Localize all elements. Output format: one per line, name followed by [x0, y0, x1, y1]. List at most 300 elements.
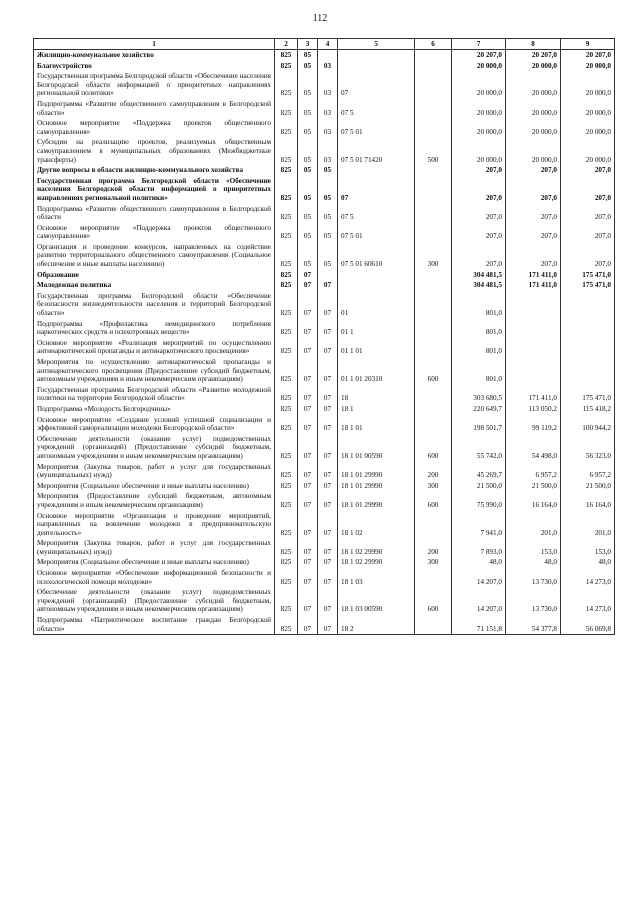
- amount-col9-cell: [561, 291, 615, 319]
- amount-col9-cell: [561, 357, 615, 385]
- table-row: [34, 270, 615, 281]
- section-code-cell: 07: [298, 434, 318, 462]
- amount-col7-cell: 20 000,0: [452, 137, 506, 165]
- expense-type-cell: 500: [415, 137, 452, 165]
- ministry-code-cell: 825: [275, 176, 298, 204]
- amount-col8-cell: 20 000,0: [506, 118, 561, 137]
- section-code-cell: 07: [298, 385, 318, 404]
- amount-col8-cell: [506, 291, 561, 319]
- subsection-code-cell: 07: [318, 538, 338, 557]
- subsection-code-cell: 07: [318, 568, 338, 587]
- amount-col9-cell: 175 471,0: [561, 270, 615, 281]
- amount-col9-cell: 207,0: [561, 165, 615, 176]
- ministry-code-cell: 825: [275, 434, 298, 462]
- target-article-cell: [338, 50, 415, 61]
- amount-col9-cell: 20 000,0: [561, 61, 615, 72]
- table-row: [34, 319, 615, 338]
- amount-col9-cell: 153,0: [561, 538, 615, 557]
- row-name-cell: Государственная программа Белгородской области «Обеспечение населения Белгородской области информацией о приоритетных направлениях региональной политики»: [34, 176, 275, 204]
- expense-type-cell: 300: [415, 242, 452, 270]
- amount-col9-cell: [561, 338, 615, 357]
- amount-col8-cell: 20 000,0: [506, 71, 561, 99]
- amount-col7-cell: 20 207,0: [452, 50, 506, 61]
- column-header: 9: [561, 39, 615, 50]
- amount-col9-cell: 207,0: [561, 242, 615, 270]
- ministry-code-cell: 825: [275, 165, 298, 176]
- target-article-cell: 18 1 01 29990: [338, 481, 415, 492]
- amount-col8-cell: 54 498,0: [506, 434, 561, 462]
- amount-col7-cell: 20 000,0: [452, 71, 506, 99]
- section-code-cell: 07: [298, 511, 318, 539]
- subsection-code-cell: 05: [318, 242, 338, 270]
- amount-col9-cell: 20 000,0: [561, 137, 615, 165]
- amount-col7-cell: 303 680,5: [452, 385, 506, 404]
- target-article-cell: 01 1: [338, 319, 415, 338]
- ministry-code-cell: 825: [275, 538, 298, 557]
- amount-col8-cell: 201,0: [506, 511, 561, 539]
- table-row: [34, 557, 615, 568]
- table-row: [34, 176, 615, 204]
- subsection-code-cell: 07: [318, 434, 338, 462]
- amount-col8-cell: 54 377,8: [506, 615, 561, 635]
- subsection-code-cell: 03: [318, 61, 338, 72]
- amount-col7-cell: 71 151,8: [452, 615, 506, 635]
- expense-type-cell: [415, 176, 452, 204]
- amount-col8-cell: 207,0: [506, 165, 561, 176]
- amount-col9-cell: 115 418,2: [561, 404, 615, 415]
- table-row: [34, 538, 615, 557]
- row-name-cell: Государственная программа Белгородской области «Обеспечение населения Белгородской области информацией о приоритетных направлениях региональной политики»: [34, 71, 275, 99]
- table-row: [34, 242, 615, 270]
- amount-col7-cell: 7 941,0: [452, 511, 506, 539]
- table-row: [34, 615, 615, 635]
- table-row: [34, 223, 615, 242]
- expense-type-cell: [415, 270, 452, 281]
- expense-type-cell: 600: [415, 491, 452, 510]
- amount-col8-cell: 207,0: [506, 223, 561, 242]
- subsection-code-cell: 07: [318, 280, 338, 291]
- amount-col8-cell: [506, 338, 561, 357]
- expense-type-cell: [415, 99, 452, 118]
- row-name-cell: Подпрограмма «Развитие общественного самоуправления в Белгородской области: [34, 204, 275, 223]
- expense-type-cell: [415, 319, 452, 338]
- table-row: [34, 415, 615, 434]
- ministry-code-cell: 825: [275, 71, 298, 99]
- ministry-code-cell: 825: [275, 404, 298, 415]
- section-code-cell: 07: [298, 319, 318, 338]
- column-header: 7: [452, 39, 506, 50]
- row-name-cell: Благоустройство: [34, 61, 275, 72]
- subsection-code-cell: 07: [318, 385, 338, 404]
- column-header: 6: [415, 39, 452, 50]
- subsection-code-cell: 07: [318, 511, 338, 539]
- ministry-code-cell: 825: [275, 338, 298, 357]
- subsection-code-cell: 07: [318, 462, 338, 481]
- target-article-cell: 07 5 01: [338, 118, 415, 137]
- target-article-cell: [338, 61, 415, 72]
- target-article-cell: 07 5: [338, 204, 415, 223]
- section-code-cell: 05: [298, 71, 318, 99]
- ministry-code-cell: 825: [275, 568, 298, 587]
- expense-type-cell: 600: [415, 357, 452, 385]
- subsection-code-cell: 07: [318, 481, 338, 492]
- amount-col9-cell: 21 500,0: [561, 481, 615, 492]
- amount-col7-cell: 55 742,0: [452, 434, 506, 462]
- row-name-cell: Мероприятия (Закупка товаров, работ и услуг для государственных (муниципальных) нужд): [34, 538, 275, 557]
- table-row: [34, 511, 615, 539]
- expense-type-cell: 600: [415, 587, 452, 615]
- amount-col8-cell: 20 000,0: [506, 61, 561, 72]
- table-row: [34, 137, 615, 165]
- page-number: 112: [312, 13, 328, 24]
- amount-col7-cell: 14 207,0: [452, 568, 506, 587]
- column-header: 3: [298, 39, 318, 50]
- ministry-code-cell: 825: [275, 99, 298, 118]
- table-row: [34, 61, 615, 72]
- amount-col8-cell: 207,0: [506, 204, 561, 223]
- subsection-code-cell: 07: [318, 615, 338, 635]
- amount-col9-cell: 48,0: [561, 557, 615, 568]
- row-name-cell: Основное мероприятие «Реализация мероприятий по осуществлению антинаркотической пропаганды и антинаркотического просвещения»: [34, 338, 275, 357]
- ministry-code-cell: 825: [275, 481, 298, 492]
- row-name-cell: Обеспечение деятельности (оказание услуг) подведомственных учреждений (организаций) (Предоставление субсидий бюджетным, автономным учреждениям и иным некоммерческим организациям): [34, 587, 275, 615]
- target-article-cell: 18 1 01 29990: [338, 462, 415, 481]
- table-header-row: [34, 39, 615, 50]
- amount-col9-cell: [561, 319, 615, 338]
- amount-col9-cell: 56 069,8: [561, 615, 615, 635]
- target-article-cell: 18 1 01 00590: [338, 434, 415, 462]
- row-name-cell: Основное мероприятие «Организация и проведение мероприятий, направленных на вовлечение молодежи в предпринимательскую деятельность»: [34, 511, 275, 539]
- amount-col7-cell: 207,0: [452, 176, 506, 204]
- amount-col7-cell: 207,0: [452, 242, 506, 270]
- section-code-cell: 07: [298, 568, 318, 587]
- expense-type-cell: [415, 415, 452, 434]
- table-row: [34, 491, 615, 510]
- amount-col7-cell: 45 269,7: [452, 462, 506, 481]
- expense-type-cell: [415, 61, 452, 72]
- amount-col7-cell: 801,0: [452, 291, 506, 319]
- column-header: 2: [275, 39, 298, 50]
- section-code-cell: 07: [298, 404, 318, 415]
- row-name-cell: Государственная программа Белгородской области «Обеспечение безопасности жизнедеятельности населения и территорий Белгородской области»: [34, 291, 275, 319]
- amount-col7-cell: 21 500,0: [452, 481, 506, 492]
- amount-col9-cell: 20 000,0: [561, 99, 615, 118]
- expense-type-cell: 200: [415, 538, 452, 557]
- ministry-code-cell: 825: [275, 50, 298, 61]
- section-code-cell: 05: [298, 99, 318, 118]
- amount-col7-cell: 801,0: [452, 319, 506, 338]
- row-name-cell: Подпрограмма «Профилактика немедицинского потребления наркотических средств и психотропных веществ»: [34, 319, 275, 338]
- ministry-code-cell: 825: [275, 137, 298, 165]
- target-article-cell: 01 1 01: [338, 338, 415, 357]
- target-article-cell: 07 5 01 71420: [338, 137, 415, 165]
- section-code-cell: 05: [298, 165, 318, 176]
- subsection-code-cell: 07: [318, 491, 338, 510]
- ministry-code-cell: 825: [275, 242, 298, 270]
- expense-type-cell: 200: [415, 462, 452, 481]
- subsection-code-cell: 03: [318, 71, 338, 99]
- ministry-code-cell: 825: [275, 511, 298, 539]
- amount-col9-cell: 16 164,0: [561, 491, 615, 510]
- target-article-cell: 18: [338, 385, 415, 404]
- table-row: [34, 587, 615, 615]
- expense-type-cell: [415, 385, 452, 404]
- ministry-code-cell: 825: [275, 270, 298, 281]
- table-row: [34, 357, 615, 385]
- amount-col7-cell: 75 990,0: [452, 491, 506, 510]
- budget-table: [33, 38, 615, 635]
- amount-col7-cell: 801,0: [452, 357, 506, 385]
- subsection-code-cell: 05: [318, 165, 338, 176]
- amount-col7-cell: 207,0: [452, 165, 506, 176]
- target-article-cell: 07 5 01: [338, 223, 415, 242]
- amount-col7-cell: 220 649,7: [452, 404, 506, 415]
- subsection-code-cell: [318, 270, 338, 281]
- subsection-code-cell: 07: [318, 338, 338, 357]
- expense-type-cell: [415, 280, 452, 291]
- target-article-cell: 18 1 01 29990: [338, 491, 415, 510]
- table-row: [34, 568, 615, 587]
- amount-col7-cell: 801,0: [452, 338, 506, 357]
- section-code-cell: 07: [298, 462, 318, 481]
- expense-type-cell: [415, 291, 452, 319]
- subsection-code-cell: 07: [318, 357, 338, 385]
- amount-col9-cell: 20 000,0: [561, 71, 615, 99]
- expense-type-cell: [415, 71, 452, 99]
- table-row: [34, 280, 615, 291]
- target-article-cell: 18 1: [338, 404, 415, 415]
- table-row: [34, 99, 615, 118]
- amount-col8-cell: 21 500,0: [506, 481, 561, 492]
- row-name-cell: Подпрограмма «Молодость Белгородчины»: [34, 404, 275, 415]
- amount-col7-cell: 207,0: [452, 204, 506, 223]
- table-row: [34, 165, 615, 176]
- section-code-cell: 05: [298, 204, 318, 223]
- table-row: [34, 481, 615, 492]
- expense-type-cell: [415, 511, 452, 539]
- ministry-code-cell: 825: [275, 280, 298, 291]
- ministry-code-cell: 825: [275, 615, 298, 635]
- section-code-cell: 07: [298, 615, 318, 635]
- amount-col8-cell: 13 730,0: [506, 568, 561, 587]
- section-code-cell: 07: [298, 557, 318, 568]
- row-name-cell: Мероприятия (Предоставление субсидий бюджетным, автономным учреждениям и иным некоммерческим организациям): [34, 491, 275, 510]
- section-code-cell: 05: [298, 61, 318, 72]
- subsection-code-cell: 07: [318, 404, 338, 415]
- target-article-cell: 18 1 03: [338, 568, 415, 587]
- ministry-code-cell: 825: [275, 385, 298, 404]
- ministry-code-cell: 825: [275, 587, 298, 615]
- section-code-cell: 07: [298, 481, 318, 492]
- target-article-cell: [338, 280, 415, 291]
- amount-col8-cell: 48,0: [506, 557, 561, 568]
- subsection-code-cell: 05: [318, 204, 338, 223]
- expense-type-cell: 300: [415, 481, 452, 492]
- expense-type-cell: [415, 50, 452, 61]
- row-name-cell: Мероприятия по осуществлению антинаркотической пропаганды и антинаркотического просвещения (Предоставление субсидий бюджетным, автономным учреждениям и иным некоммерческим организациям): [34, 357, 275, 385]
- expense-type-cell: [415, 615, 452, 635]
- target-article-cell: 01 1 01 20310: [338, 357, 415, 385]
- column-header: 1: [34, 39, 275, 50]
- target-article-cell: 07 5 01 60610: [338, 242, 415, 270]
- row-name-cell: Основное мероприятие «Создание условий успешной социализации и эффективной самореализации молодежи Белгородской области»: [34, 415, 275, 434]
- amount-col8-cell: 16 164,0: [506, 491, 561, 510]
- row-name-cell: Основное мероприятие «Поддержка проектов общественного самоуправления»: [34, 223, 275, 242]
- amount-col8-cell: 13 730,0: [506, 587, 561, 615]
- expense-type-cell: [415, 568, 452, 587]
- table-row: [34, 204, 615, 223]
- table-row: [34, 118, 615, 137]
- ministry-code-cell: 825: [275, 204, 298, 223]
- row-name-cell: Основное мероприятие «Поддержка проектов общественного самоуправления»: [34, 118, 275, 137]
- section-code-cell: 07: [298, 270, 318, 281]
- target-article-cell: 18 1 02 29990: [338, 557, 415, 568]
- amount-col7-cell: 198 501,7: [452, 415, 506, 434]
- section-code-cell: 07: [298, 280, 318, 291]
- section-code-cell: 05: [298, 176, 318, 204]
- target-article-cell: 07: [338, 176, 415, 204]
- amount-col9-cell: 56 323,0: [561, 434, 615, 462]
- subsection-code-cell: 07: [318, 319, 338, 338]
- amount-col7-cell: 20 000,0: [452, 99, 506, 118]
- row-name-cell: Обеспечение деятельности (оказание услуг) подведомственных учреждений (организаций) (Предоставление субсидий бюджетным, автономным учреждениям и иным некоммерческим организациям): [34, 434, 275, 462]
- column-header: 4: [318, 39, 338, 50]
- section-code-cell: 07: [298, 291, 318, 319]
- amount-col9-cell: 175 471,0: [561, 280, 615, 291]
- expense-type-cell: [415, 338, 452, 357]
- target-article-cell: 18 1 03 00590: [338, 587, 415, 615]
- section-code-cell: 07: [298, 338, 318, 357]
- target-article-cell: 01: [338, 291, 415, 319]
- table-row: [34, 71, 615, 99]
- subsection-code-cell: 07: [318, 587, 338, 615]
- row-name-cell: Основное мероприятие «Обеспечение информационной безопасности и психологической помощи молодежи»: [34, 568, 275, 587]
- subsection-code-cell: 07: [318, 415, 338, 434]
- amount-col9-cell: 207,0: [561, 204, 615, 223]
- table-body: [34, 50, 615, 635]
- amount-col7-cell: 14 207,0: [452, 587, 506, 615]
- target-article-cell: 18 1 01: [338, 415, 415, 434]
- row-name-cell: Другие вопросы в области жилищно-коммунального хозяйства: [34, 165, 275, 176]
- amount-col8-cell: 207,0: [506, 176, 561, 204]
- section-code-cell: 05: [298, 137, 318, 165]
- amount-col8-cell: 171 411,0: [506, 270, 561, 281]
- amount-col7-cell: 7 893,0: [452, 538, 506, 557]
- amount-col8-cell: 171 411,0: [506, 280, 561, 291]
- target-article-cell: 18 1 02: [338, 511, 415, 539]
- expense-type-cell: [415, 165, 452, 176]
- amount-col8-cell: 171 411,0: [506, 385, 561, 404]
- table-row: [34, 338, 615, 357]
- target-article-cell: [338, 165, 415, 176]
- table-row: [34, 434, 615, 462]
- amount-col9-cell: 100 944,2: [561, 415, 615, 434]
- amount-col9-cell: 14 273,0: [561, 587, 615, 615]
- subsection-code-cell: 03: [318, 118, 338, 137]
- table-row: [34, 462, 615, 481]
- row-name-cell: Субсидии на реализацию проектов, реализуемых общественным самоуправлением в муниципальных образованиях (Межбюджетные трансферты): [34, 137, 275, 165]
- row-name-cell: Молодежная политика: [34, 280, 275, 291]
- target-article-cell: 07: [338, 71, 415, 99]
- target-article-cell: 18 1 02 29990: [338, 538, 415, 557]
- section-code-cell: 05: [298, 50, 318, 61]
- section-code-cell: 07: [298, 538, 318, 557]
- amount-col9-cell: 201,0: [561, 511, 615, 539]
- amount-col9-cell: 20 000,0: [561, 118, 615, 137]
- amount-col9-cell: 6 957,2: [561, 462, 615, 481]
- subsection-code-cell: 07: [318, 557, 338, 568]
- subsection-code-cell: [318, 50, 338, 61]
- expense-type-cell: [415, 223, 452, 242]
- column-header: 5: [338, 39, 415, 50]
- amount-col8-cell: [506, 357, 561, 385]
- amount-col9-cell: 14 273,0: [561, 568, 615, 587]
- row-name-cell: Подпрограмма «Развитие общественного самоуправления в Белгородской области»: [34, 99, 275, 118]
- row-name-cell: Мероприятия (Социальное обеспечение и иные выплаты населению): [34, 557, 275, 568]
- ministry-code-cell: 825: [275, 491, 298, 510]
- ministry-code-cell: 825: [275, 223, 298, 242]
- row-name-cell: Государственная программа Белгородской области «Развитие молодежной политики на территории Белгородской области»: [34, 385, 275, 404]
- amount-col9-cell: 20 207,0: [561, 50, 615, 61]
- target-article-cell: 18 2: [338, 615, 415, 635]
- amount-col7-cell: 304 481,5: [452, 270, 506, 281]
- expense-type-cell: [415, 204, 452, 223]
- amount-col7-cell: 207,0: [452, 223, 506, 242]
- ministry-code-cell: 825: [275, 557, 298, 568]
- subsection-code-cell: 03: [318, 99, 338, 118]
- table-row: [34, 404, 615, 415]
- amount-col9-cell: 207,0: [561, 176, 615, 204]
- target-article-cell: 07 5: [338, 99, 415, 118]
- expense-type-cell: [415, 118, 452, 137]
- amount-col7-cell: 304 481,5: [452, 280, 506, 291]
- subsection-code-cell: 05: [318, 223, 338, 242]
- table-row: [34, 291, 615, 319]
- row-name-cell: Подпрограмма «Патриотическое воспитание граждан Белгородской области»: [34, 615, 275, 635]
- ministry-code-cell: 825: [275, 462, 298, 481]
- subsection-code-cell: 07: [318, 291, 338, 319]
- section-code-cell: 07: [298, 415, 318, 434]
- ministry-code-cell: 825: [275, 61, 298, 72]
- amount-col8-cell: 20 000,0: [506, 99, 561, 118]
- amount-col8-cell: 20 207,0: [506, 50, 561, 61]
- row-name-cell: Жилищно-коммунальное хозяйство: [34, 50, 275, 61]
- table-row: [34, 50, 615, 61]
- row-name-cell: Мероприятия (Социальное обеспечение и иные выплаты населению): [34, 481, 275, 492]
- amount-col7-cell: 48,0: [452, 557, 506, 568]
- row-name-cell: Образование: [34, 270, 275, 281]
- amount-col7-cell: 20 000,0: [452, 61, 506, 72]
- ministry-code-cell: 825: [275, 118, 298, 137]
- section-code-cell: 05: [298, 223, 318, 242]
- section-code-cell: 07: [298, 587, 318, 615]
- ministry-code-cell: 825: [275, 291, 298, 319]
- amount-col9-cell: 207,0: [561, 223, 615, 242]
- section-code-cell: 07: [298, 357, 318, 385]
- amount-col8-cell: 6 957,2: [506, 462, 561, 481]
- expense-type-cell: 600: [415, 434, 452, 462]
- section-code-cell: 07: [298, 491, 318, 510]
- row-name-cell: Мероприятия (Закупка товаров, работ и услуг для государственных (муниципальных) нужд): [34, 462, 275, 481]
- target-article-cell: [338, 270, 415, 281]
- expense-type-cell: 300: [415, 557, 452, 568]
- ministry-code-cell: 825: [275, 319, 298, 338]
- amount-col8-cell: 153,0: [506, 538, 561, 557]
- column-header: 8: [506, 39, 561, 50]
- subsection-code-cell: 03: [318, 137, 338, 165]
- amount-col8-cell: 99 119,2: [506, 415, 561, 434]
- subsection-code-cell: 05: [318, 176, 338, 204]
